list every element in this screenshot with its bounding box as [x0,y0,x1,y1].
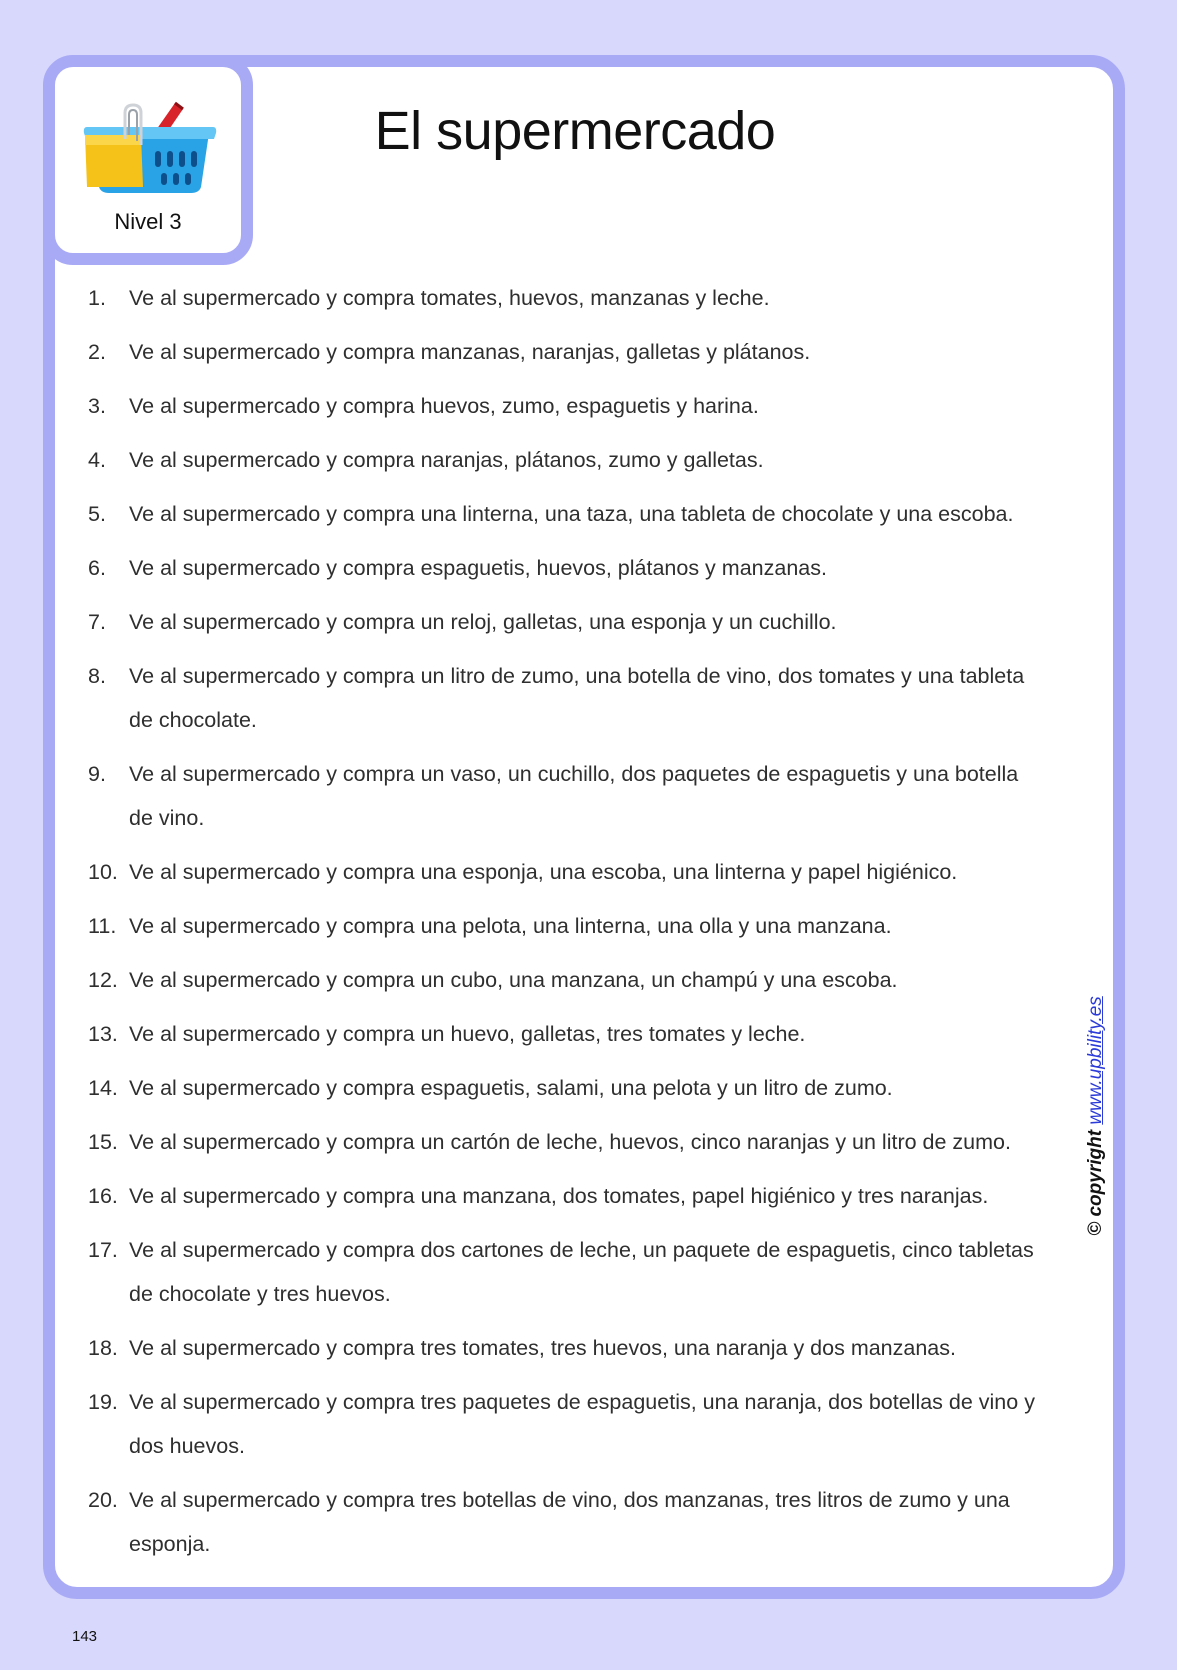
list-item [88,330,1048,374]
item-number: 6. [88,556,106,580]
item-text: Ve al supermercado y compra una pelota, una linterna, una olla y una manzana. [129,914,892,938]
item-text: Ve al supermercado y compra una esponja, una escoba, una linterna y papel higiénico. [129,860,958,884]
level-badge [43,55,253,265]
list-item [88,1326,1048,1370]
item-text: Ve al supermercado y compra tomates, huevos, manzanas y leche. [129,286,770,310]
item-number: 18. [88,1336,118,1360]
item-text: Ve al supermercado y compra espaguetis, salami, una pelota y un litro de zumo. [129,1076,893,1100]
list-item [88,1066,1048,1110]
item-text: Ve al supermercado y compra un cartón de leche, huevos, cinco naranjas y un litro de zumo. [129,1130,1011,1154]
item-number: 17. [88,1238,118,1262]
item-text: Ve al supermercado y compra un cubo, una manzana, un champú y una escoba. [129,968,898,992]
item-number: 13. [88,1022,118,1046]
item-number: 16. [88,1184,118,1208]
item-number: 10. [88,860,118,884]
item-number: 12. [88,968,118,992]
list-item [88,492,1048,536]
item-number: 14. [88,1076,118,1100]
item-text: Ve al supermercado y compra espaguetis, huevos, plátanos y manzanas. [129,556,827,580]
item-text: Ve al supermercado y compra naranjas, plátanos, zumo y galletas. [129,448,764,472]
item-number: 9. [88,762,106,786]
page-title: El supermercado [374,101,776,161]
item-text: Ve al supermercado y compra tres paquetes de espaguetis, una naranja, dos botellas de vino y dos huevos. [129,1390,1035,1458]
copyright-notice [1085,996,1107,1236]
list-item [88,904,1048,948]
item-text: Ve al supermercado y compra tres tomates, tres huevos, una naranja y dos manzanas. [129,1336,956,1360]
list-item [88,438,1048,482]
copyright-label: copyright [1085,1129,1106,1217]
item-number: 11. [88,914,117,938]
level-label: Nivel 3 [114,209,182,234]
list-item [88,1012,1048,1056]
list-item [88,1380,1048,1468]
list-item [88,546,1048,590]
list-item [88,752,1048,840]
list-item [88,384,1048,428]
item-text: Ve al supermercado y compra tres botellas de vino, dos manzanas, tres litros de zumo y una esponja. [129,1488,1010,1556]
item-text: Ve al supermercado y compra huevos, zumo, espaguetis y harina. [129,394,759,418]
item-text: Ve al supermercado y compra manzanas, naranjas, galletas y plátanos. [129,340,811,364]
list-item [88,654,1048,742]
item-text: Ve al supermercado y compra una linterna, una taza, una tableta de chocolate y una escoba. [129,502,1014,526]
item-number: 2. [88,340,106,364]
shopping-basket-icon [77,95,217,195]
item-number: 5. [88,502,106,526]
list-item [88,1478,1048,1566]
website-link[interactable]: www.upbility.es [1085,996,1106,1125]
list-item [88,276,1048,320]
item-number: 4. [88,448,106,472]
list-item [88,600,1048,644]
list-item [88,1174,1048,1218]
list-item [88,850,1048,894]
item-number: 19. [88,1390,118,1414]
item-number: 1. [88,286,106,310]
copyright-icon: © [1085,1221,1106,1236]
item-number: 8. [88,664,106,688]
item-text: Ve al supermercado y compra un litro de zumo, una botella de vino, dos tomates y una tableta de chocolate. [129,664,1025,732]
item-text: Ve al supermercado y compra un vaso, un cuchillo, dos paquetes de espaguetis y una botella de vino. [129,762,1019,830]
list-item [88,1120,1048,1164]
item-number: 3. [88,394,106,418]
item-text: Ve al supermercado y compra una manzana, dos tomates, papel higiénico y tres naranjas. [129,1184,989,1208]
item-number: 7. [88,610,106,634]
item-text: Ve al supermercado y compra un huevo, galletas, tres tomates y leche. [129,1022,806,1046]
list-item [88,958,1048,1002]
page-number: 143 [72,1628,98,1645]
item-text: Ve al supermercado y compra un reloj, galletas, una esponja y un cuchillo. [129,610,837,634]
item-text: Ve al supermercado y compra dos cartones de leche, un paquete de espaguetis, cinco tabletas de chocolate y tres huevos. [129,1238,1034,1306]
item-number: 15. [88,1130,118,1154]
instruction-list [88,276,1048,1576]
list-item [88,1228,1048,1316]
item-number: 20. [88,1488,118,1512]
